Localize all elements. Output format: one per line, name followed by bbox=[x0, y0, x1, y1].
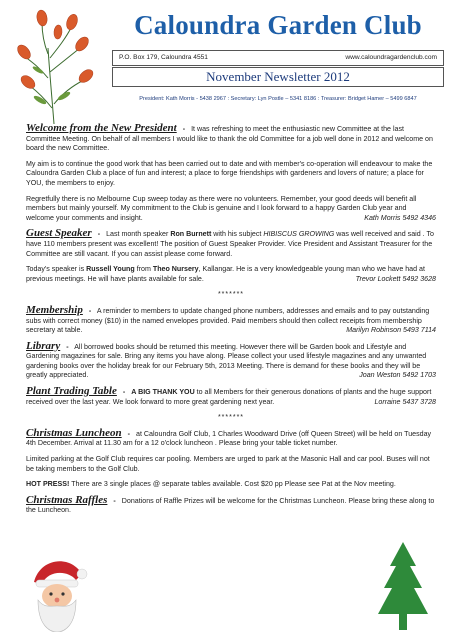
guest-signature: Trevor Lockett 5492 3628 bbox=[355, 274, 436, 283]
newsletter-body bbox=[26, 124, 436, 522]
president-text-3: Regretfully there is no Melbourne Cup sweep today as there were no volunteers. Remember, your good deeds will benefit all members but mainly yourself. My commitment to the Club is genuine and I look forward to a happy Garden Club year and welcome your comments and insight. bbox=[26, 194, 417, 222]
plant-trading-lead: A BIG THANK YOU bbox=[131, 388, 195, 397]
plant-trading-signature: Lorraine 5437 3728 bbox=[374, 397, 436, 406]
president-heading: Welcome from the New President bbox=[26, 122, 177, 134]
library-signature: Joan Weston 5492 1703 bbox=[359, 371, 436, 380]
guest-heading: Guest Speaker bbox=[26, 227, 92, 240]
christmas-raffles-section: Christmas Raffles - Donations of Raffle Prizes will be welcome for the Christmas Luncheon. Please bring these along to the Luncheon. bbox=[26, 493, 435, 515]
christmas-luncheon-text-2: Limited parking at the Golf Club requires car pooling. Members are urged to park at the Masonic Hall and car pool. Buses will not be taking members to the Golf Club. bbox=[26, 455, 430, 473]
separator: ******* bbox=[217, 414, 245, 422]
membership-text: A reminder to members to update changed phone numbers, addresses and emails and to pay outstanding subs with correct money ($10) in the named envelopes provided. Paid members should then collect receipts from membership secretary at table. bbox=[26, 306, 430, 335]
christmas-luncheon-text-1: at Caloundra Golf Club, 1 Charles Woodward Drive (off Queen Street) will be held on Tuesday 4th December. Arrival at 11.30 am for a 12 o'clock luncheon . Please bring your table ticket number. bbox=[26, 429, 432, 448]
christmas-luncheon-section: Christmas Luncheon - at Caloundra Golf Club, 1 Charles Woodward Drive (off Queen Street) will be held on Tuesday 4th December. Arrival at 11.30 am for a 12 o'clock luncheon . Please bring your table ticket number. bbox=[26, 426, 432, 448]
guest-para-2: Today's speaker is Russell Young from Theo Nursery, Kallangar. He is a very knowledgeable young man who we have had at previous meetings. He will have plants available for sale. Trevor Lockett 5492 3628 bbox=[26, 265, 436, 283]
website-link[interactable]: www.caloundragardenclub.com bbox=[345, 54, 437, 61]
guest-company: Theo Nursery bbox=[152, 265, 199, 274]
membership-signature: Marilyn Robinson 5493 7114 bbox=[346, 326, 436, 335]
president-text-1: It was refreshing to meet the enthusiastic new Committee at the last Committee Meeting. On behalf of all members I would like to thank the old Committee for a job well done in 2012 and welcome on board the new Committee. bbox=[26, 125, 433, 153]
guest-name-last: Ron Burnett bbox=[170, 230, 212, 239]
plant-trading-heading: Plant Trading Table bbox=[26, 385, 117, 398]
po-box: P.O. Box 179, Caloundra 4551 bbox=[119, 54, 208, 61]
president-para-3 bbox=[26, 195, 436, 224]
newsletter-title: November Newsletter 2012 bbox=[112, 67, 444, 87]
separator: ******* bbox=[217, 291, 245, 299]
membership-heading: Membership bbox=[26, 303, 83, 316]
address-box bbox=[112, 50, 444, 66]
library-section: Library - All borrowed books should be returned this meeting. However there will be Garden book and Lifestyle and Gardening magazines for sale. Bring any items you have along. Please collect your used lifestyle magazines and any unwanted gardening books over the holiday break for our February 5th, 2013 Meeting. There is demand for these books and they will be greatly appreciated. Joan Weston 5492 1703 bbox=[26, 339, 436, 380]
president-text-2: My aim is to continue the good work that has been carried out to date and with member's co-operation will endeavour to make the Caloundra Garden Club a place of fun and interest; a place to forge friendships with gardeners and lovers of nature; a place for YOU, the members to enjoy. bbox=[26, 159, 433, 187]
guest-subject: HIBISCUS GROWING bbox=[263, 230, 335, 239]
christmas-raffles-heading: Christmas Raffles bbox=[26, 493, 108, 506]
christmas-luncheon-para-3 bbox=[26, 480, 436, 490]
library-text: All borrowed books should be returned this meeting. However there will be Garden book and Lifestyle and Gardening magazines for sale. Bring any items you have along. Please collect your used lifestyle magazines and any unwanted gardening books over the holiday break for our February 5th, 2013 Meeting. There is demand for these books and they will be greatly appreciated. bbox=[26, 342, 427, 380]
guest-name-today: Russell Young bbox=[86, 265, 135, 274]
christmas-tree-icon bbox=[374, 540, 432, 634]
president-signature: Kath Morris 5492 4346 bbox=[364, 213, 436, 222]
christmas-luncheon-heading: Christmas Luncheon bbox=[26, 426, 122, 439]
christmas-luncheon-text-3: There are 3 single places @ separate tables available. Cost $20 pp Please see Pat at the Nov meeting. bbox=[69, 480, 396, 489]
hot-press-label: HOT PRESS! bbox=[26, 480, 70, 489]
santa-icon bbox=[26, 552, 90, 632]
club-title: Caloundra Garden Club bbox=[134, 10, 422, 40]
officers-line: President: Kath Morris - 5438 2967 : Secretary: Lyn Postle – 5341 8186 : Treasurer: Bridget Hamer – 5499 6847 bbox=[139, 96, 417, 102]
membership-section: Membership - A reminder to members to update changed phone numbers, addresses and emails and to pay outstanding subs with correct money ($10) in the named envelopes provided. Paid members should then collect receipts from membership secretary at table. Marilyn Robinson 5493 7114 bbox=[26, 303, 436, 335]
president-section: Welcome from the New President - It was refreshing to meet the enthusiastic new Committee at the last Committee Meeting. On behalf of all members I would like to thank the old Committee for a job well done in 2012 and welcome on board the new Committee. bbox=[26, 122, 433, 153]
plant-trading-text: to all Members for their generous donations of plants and the huge support received over the last year. We look forward to more great gardening next year. bbox=[26, 388, 432, 406]
plant-trading-section: Plant Trading Table - A BIG THANK YOU to all Members for their generous donations of plants and the huge support received over the last year. We look forward to more great gardening next year. Lorraine 5437 3728 bbox=[26, 385, 436, 406]
library-heading: Library bbox=[26, 339, 61, 352]
flower-logo-icon bbox=[14, 8, 100, 126]
christmas-raffles-text: Donations of Raffle Prizes will be welcome for the Christmas Luncheon. Please bring these along to the Luncheon. bbox=[26, 496, 435, 515]
guest-section: Guest Speaker - Last month speaker Ron Burnett with his subject HIBISCUS GROWING was well received and said . To have 110 members present was excellent! The position of Guest Speaker Provider. Vice President and Assistant Treasurer for the Committee are still vacant. If you can assist please come forward. bbox=[26, 227, 434, 258]
